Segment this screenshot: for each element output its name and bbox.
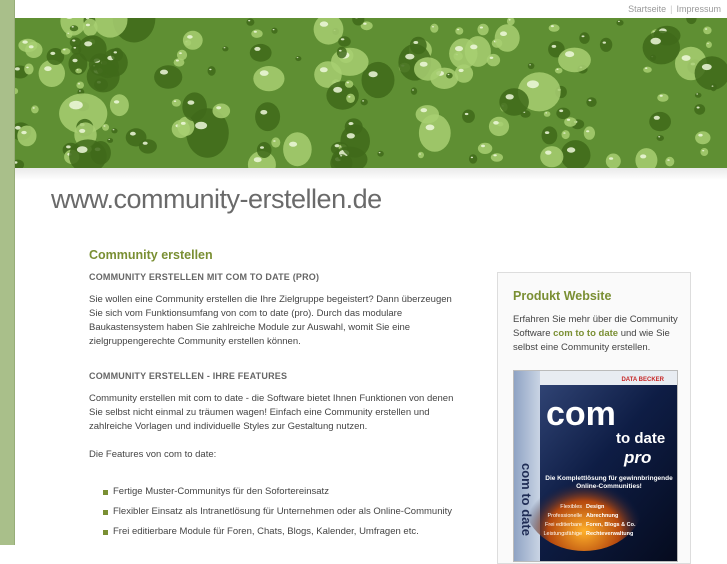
impressum-link[interactable]: Impressum [676, 4, 721, 14]
brand-label: DATA BECKER [621, 377, 664, 383]
hero-water-drops-image [15, 18, 727, 168]
square-bullet-icon [103, 490, 108, 495]
box-row-value: Design [586, 504, 605, 510]
sidebar-text: Erfahren Sie mehr über die Community Software com to to date und wie Sie selbst eine Community erstellen. [513, 313, 681, 355]
box-row-value: Abrechnung [586, 513, 618, 519]
features-paragraph: Community erstellen mit com to date - die Software bietet Ihnen Funktionen von denen Sie selbst nicht einmal zu träumen wagen! Einfach eine Community erstellen und zahlreiche Vorlagen und individuelle Styles zur Gestaltung nutzen. [89, 392, 459, 434]
intro-paragraph: Sie wollen eine Community erstellen die Ihre Zielgruppe begeistert? Dann überzeugen Sie sich vom Funktionsumfang von com to date (pro). Durch das modulare Baukastensystem haben Sie zahlreiche Module zur Auswahl, womit Sie eine zielgruppengerechte Community erstellen können. [89, 293, 459, 349]
page-title: Community erstellen [89, 248, 459, 262]
square-bullet-icon [103, 510, 108, 515]
box-row-label: Leistungsfähige [543, 531, 582, 537]
list-item: Flexibler Einsatz als Intranetlösung für Unternehmen oder als Online-Community [89, 502, 459, 522]
box-row-label: Professionelle [547, 513, 582, 519]
site-url-heading: www.community-erstellen.de [51, 184, 382, 215]
com-logo-text: com [546, 395, 616, 433]
hero-shadow [15, 168, 727, 180]
square-bullet-icon [103, 530, 108, 535]
feature-list [89, 482, 459, 542]
features-intro: Die Features von com to date: [89, 448, 459, 462]
product-sidebar [497, 272, 691, 564]
list-item: Frei editierbare Module für Foren, Chats, Blogs, Kalender, Umfragen etc. [89, 522, 459, 542]
box-row-label: Frei editierbare [545, 522, 582, 528]
product-box-image[interactable] [513, 370, 678, 562]
box-row-value: Rechteverwaltung [586, 531, 633, 537]
left-decor-stripe [0, 0, 15, 545]
box-tagline: Die Komplettlösung für gewinnbringende Online-Communities! [544, 475, 674, 491]
section-heading-2: COMMUNITY ERSTELLEN - IHRE FEATURES [89, 371, 459, 381]
sidebar-title: Produkt Website [513, 289, 611, 303]
nav-separator: | [670, 4, 672, 14]
to-date-logo-text: to date [616, 430, 665, 447]
main-content [89, 248, 459, 542]
pro-logo-text: pro [623, 448, 651, 467]
startseite-link[interactable]: Startseite [628, 4, 666, 14]
spine-title: com to date [519, 463, 534, 536]
list-item: Fertige Muster-Communitys für den Sofortereinsatz [89, 482, 459, 502]
box-row-value: Foren, Blogs & Co. [586, 522, 636, 528]
section-heading-1: COMMUNITY ERSTELLEN MIT COM TO DATE (PRO) [89, 272, 459, 282]
box-row-label: Flexibles [560, 504, 582, 510]
top-nav [628, 4, 721, 14]
product-link[interactable]: com to to date [553, 328, 618, 339]
